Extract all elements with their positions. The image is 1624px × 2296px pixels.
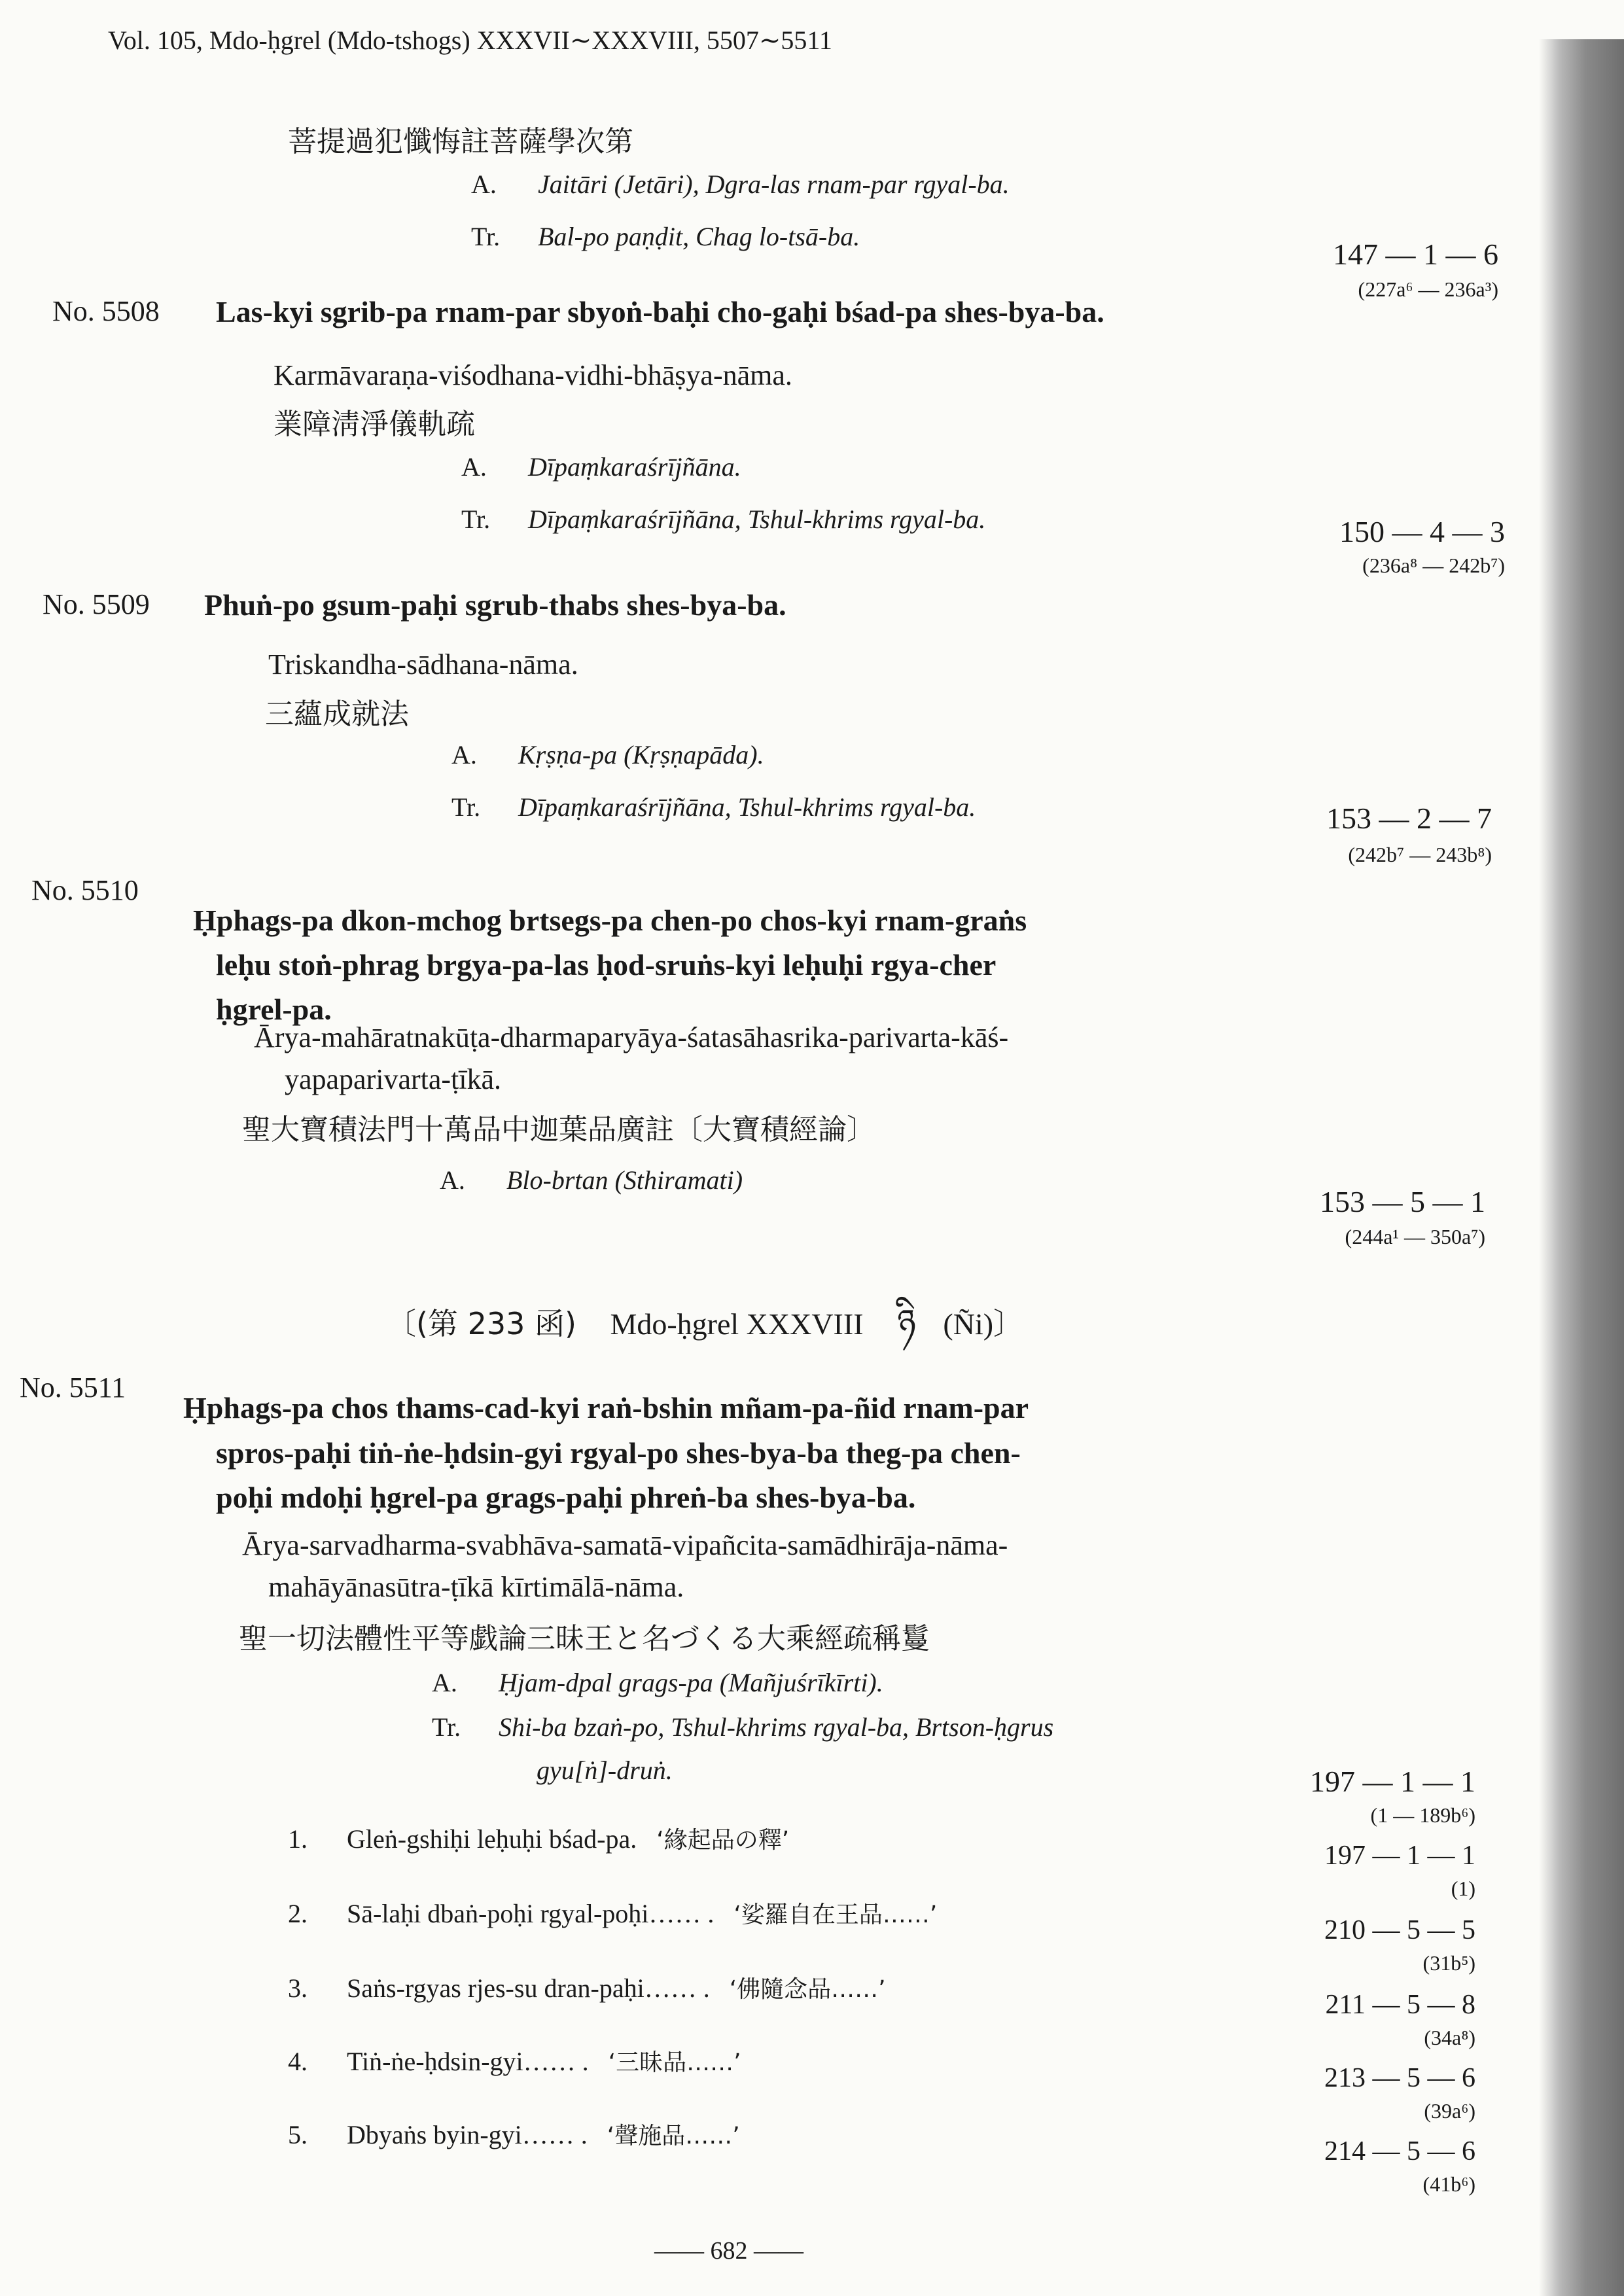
chapter-3-ref: 211 — 5 — 8: [1325, 1990, 1475, 2020]
entry-5509-translator: Tr. Dīpaṃkaraśrījñāna, Tshul-khrims rgyal-ba.: [451, 792, 976, 822]
section-tibetan-glyph: ཉི: [897, 1301, 916, 1343]
entry-5511-author: A. Ḥjam-dpal grags-pa (Mañjuśrīkīrti).: [432, 1668, 883, 1697]
entry-5509-ref-folio: (242b⁷ — 243b⁸): [1348, 843, 1492, 866]
entry-5511-translator-line-2: gyu[ṅ]-druṅ.: [537, 1756, 673, 1785]
entry-5511-number: No. 5511: [20, 1371, 126, 1404]
entry-5510-number: No. 5510: [31, 874, 139, 906]
entry-5509-author: A. Kṛṣṇa-pa (Kṛṣṇapāda).: [451, 740, 764, 769]
chapter-5-ref-folio: (41b⁶): [1422, 2172, 1475, 2196]
chapter-1-ref-folio: (1): [1451, 1877, 1475, 1900]
chapter-2-ref-folio: (31b⁵): [1422, 1951, 1475, 1975]
entry-5507-author: A. Jaitāri (Jetāri), Dgra-las rnam-par rgyal-ba.: [471, 169, 1010, 199]
chapter-3-ref-folio: (34a⁸): [1424, 2026, 1475, 2049]
entry-5508-author: A. Dīpaṃkaraśrījñāna.: [461, 452, 741, 482]
section-tibetan-name: (Ñi)〕: [943, 1307, 1024, 1341]
entry-5510-author: A. Blo-brtan (Sthiramati): [440, 1165, 743, 1195]
entry-5510-sanskrit-line-2: yapaparivarta-ṭīkā.: [285, 1063, 502, 1095]
entry-5508-number: No. 5508: [52, 295, 160, 327]
entry-5508-sanskrit: Karmāvaraṇa-viśodhana-vidhi-bhāṣya-nāma.: [274, 359, 792, 391]
chapter-4-ref: 213 — 5 — 6: [1324, 2063, 1475, 2093]
entry-5507-ref-folio: (227a⁶ — 236a³): [1358, 277, 1498, 301]
entry-5510-sanskrit-line-1: Ārya-mahāratnakūṭa-dharmaparyāya-śatasāhasrika-parivarta-kāś-: [254, 1021, 1009, 1053]
chapter-3: 3. Saṅs-rgyas rjes-su dran-paḥi…… . ‘佛隨念品……’: [288, 1973, 886, 2003]
entry-5508-ref-folio: (236a⁸ — 242b⁷): [1362, 554, 1505, 577]
entry-5507-cjk-title: 菩提過犯懺悔註菩薩學次第: [288, 125, 633, 158]
entry-5508-ref: 150 — 4 — 3: [1339, 515, 1505, 548]
entry-5511-sanskrit-line-1: Ārya-sarvadharma-svabhāva-samatā-vipañcita-samādhirāja-nāma-: [242, 1529, 1008, 1561]
entry-5509-sanskrit: Triskandha-sādhana-nāma.: [268, 648, 578, 680]
entry-5508-translator: Tr. Dīpaṃkaraśrījñāna, Tshul-khrims rgyal-ba.: [461, 504, 986, 534]
entry-5510-ref-folio: (244a¹ — 350a⁷): [1345, 1225, 1485, 1248]
entry-5510-title-line-1: Ḥphags-pa dkon-mchog brtsegs-pa chen-po chos-kyi rnam-graṅs: [193, 904, 1027, 937]
entry-5510-title-line-2: leḥu stoṅ-phrag brgya-pa-las ḥod-sruṅs-kyi leḥuḥi rgya-cher: [216, 948, 997, 981]
chapter-4-ref-folio: (39a⁶): [1424, 2099, 1475, 2123]
chapter-1-ref: 197 — 1 — 1: [1324, 1841, 1475, 1871]
entry-5511-sanskrit-line-2: mahāyānasūtra-ṭīkā kīrtimālā-nāma.: [268, 1571, 684, 1603]
section-title: Mdo-ḥgrel XXXVIII: [610, 1307, 864, 1341]
entry-5511-translator-line-1: Tr. Shi-ba bzaṅ-po, Tshul-khrims rgyal-ba, Brtson-ḥgrus: [432, 1712, 1054, 1742]
chapter-5: 5. Dbyaṅs byin-gyi…… . ‘聲施品……’: [288, 2120, 740, 2149]
running-header: Vol. 105, Mdo-ḥgrel (Mdo-tshogs) XXXVII∼XXXVIII, 5507∼5511: [108, 26, 832, 55]
entry-5511-title-line-3: poḥi mdoḥi ḥgrel-pa grags-paḥi phreṅ-ba shes-bya-ba.: [216, 1481, 916, 1514]
entry-5510-cjk-title: 聖大寶積法門十萬品中迦葉品廣註〔大寶積經論〕: [242, 1113, 875, 1146]
entry-5509-ref: 153 — 2 — 7: [1326, 802, 1492, 835]
entry-5507-ref: 147 — 1 — 6: [1333, 238, 1498, 271]
page-number: —— 682 ——: [654, 2237, 803, 2265]
chapter-1: 1. Gleṅ-gshiḥi leḥuḥi bśad-pa. ‘緣起品の釋’: [288, 1824, 790, 1854]
chapter-2-ref: 210 — 5 — 5: [1324, 1915, 1475, 1945]
entry-5510-title-line-3: ḥgrel-pa.: [216, 993, 332, 1026]
scan-page-edge: [1539, 39, 1624, 2296]
entry-5508-title: Las-kyi sgrib-pa rnam-par sbyoṅ-baḥi cho-gaḥi bśad-pa shes-bya-ba.: [216, 295, 1104, 328]
entry-5507-translator: Tr. Bal-po paṇḍit, Chag lo-tsā-ba.: [471, 222, 860, 251]
entry-5509-number: No. 5509: [43, 588, 150, 620]
section-heading: [386, 1282, 1023, 1382]
entry-5509-title: Phuṅ-po gsum-paḥi sgrub-thabs shes-bya-ba.: [204, 588, 786, 622]
chapter-5-ref: 214 — 5 — 6: [1324, 2136, 1475, 2166]
section-volume: 〔(第 233 函): [386, 1306, 576, 1341]
entry-5511-title-line-2: spros-paḥi tiṅ-ṅe-ḥdsin-gyi rgyal-po shes-bya-ba theg-pa chen-: [216, 1436, 1021, 1470]
entry-5511-title-line-1: Ḥphags-pa chos thams-cad-kyi raṅ-bshin mñam-pa-ñid rnam-par: [183, 1391, 1029, 1424]
chapter-4: 4. Tiṅ-ṅe-ḥdsin-gyi…… . ‘三昧品……’: [288, 2047, 741, 2076]
entry-5511-ref: 197 — 1 — 1: [1310, 1765, 1475, 1798]
entry-5508-cjk-title: 業障淸淨儀軌疏: [274, 408, 475, 441]
entry-5511-ref-folio: (1 — 189b⁶): [1370, 1803, 1475, 1827]
entry-5509-cjk-title: 三蘊成就法: [265, 698, 409, 731]
chapter-2: 2. Sā-laḥi dbaṅ-poḥi rgyal-poḥi…… . ‘娑羅自在王品……’: [288, 1899, 938, 1928]
entry-5510-ref: 153 — 5 — 1: [1320, 1185, 1485, 1218]
entry-5511-cjk-title: 聖一切法體性平等戯論三昧王と名づくる大乘經疏稱鬘: [239, 1622, 930, 1655]
